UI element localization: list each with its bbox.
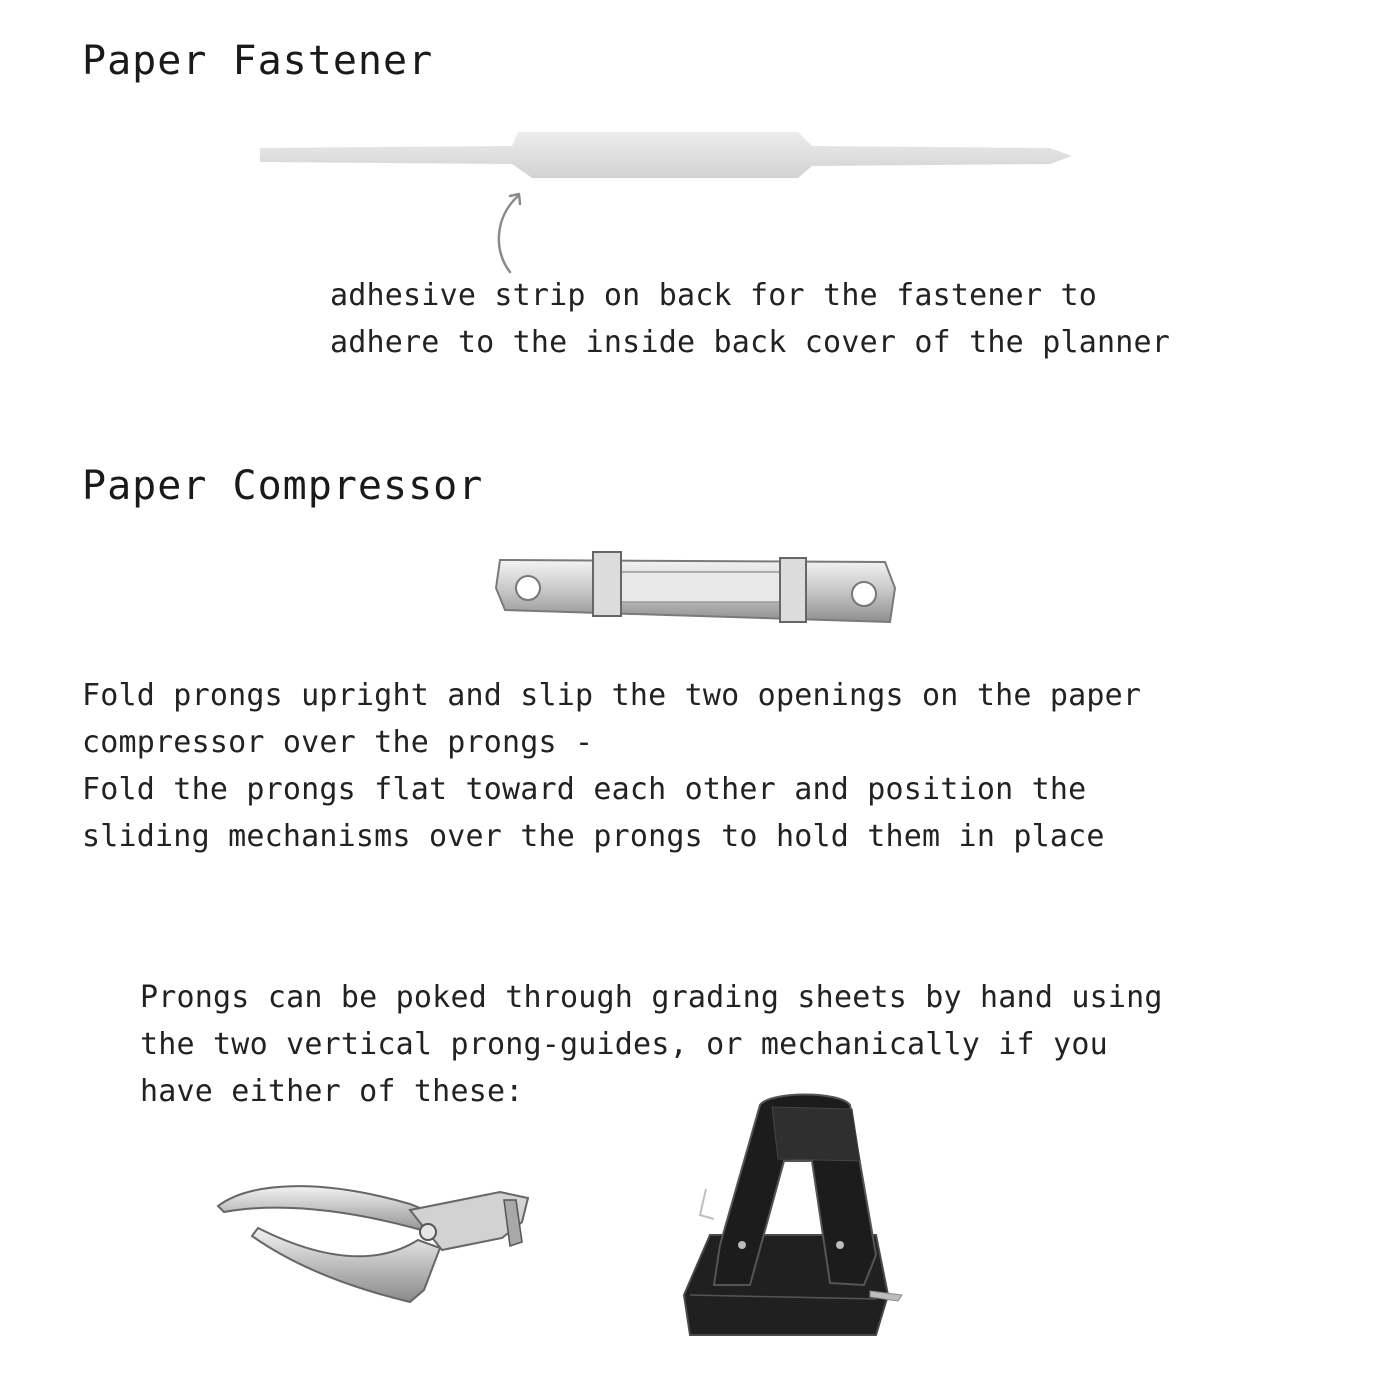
- compressor-instructions-2: Fold the prongs flat toward each other and position the sliding mechanisms over the prongs to hold them in place: [82, 772, 1105, 854]
- hand-hole-punch-image: [210, 1170, 540, 1320]
- paper-fastener-image: [250, 120, 1080, 190]
- compressor-instructions-1: Fold prongs upright and slip the two openings on the paper compressor over the prongs -: [82, 678, 1142, 760]
- fastener-note-line-2: adhere to the inside back cover of the planner: [330, 325, 1171, 360]
- fastener-title: Paper Fastener: [82, 38, 434, 84]
- two-hole-punch-image: [680, 1085, 910, 1355]
- compressor-title: Paper Compressor: [82, 463, 484, 509]
- fastener-note-line-1: adhesive strip on back for the fastener to: [330, 278, 1097, 313]
- tools-intro: Prongs can be poked through grading sheets by hand using the two vertical prong-guides, or mechanically if you have either of these:: [140, 980, 1163, 1109]
- curved-arrow-icon: [488, 186, 532, 278]
- paper-compressor-image: [490, 548, 902, 628]
